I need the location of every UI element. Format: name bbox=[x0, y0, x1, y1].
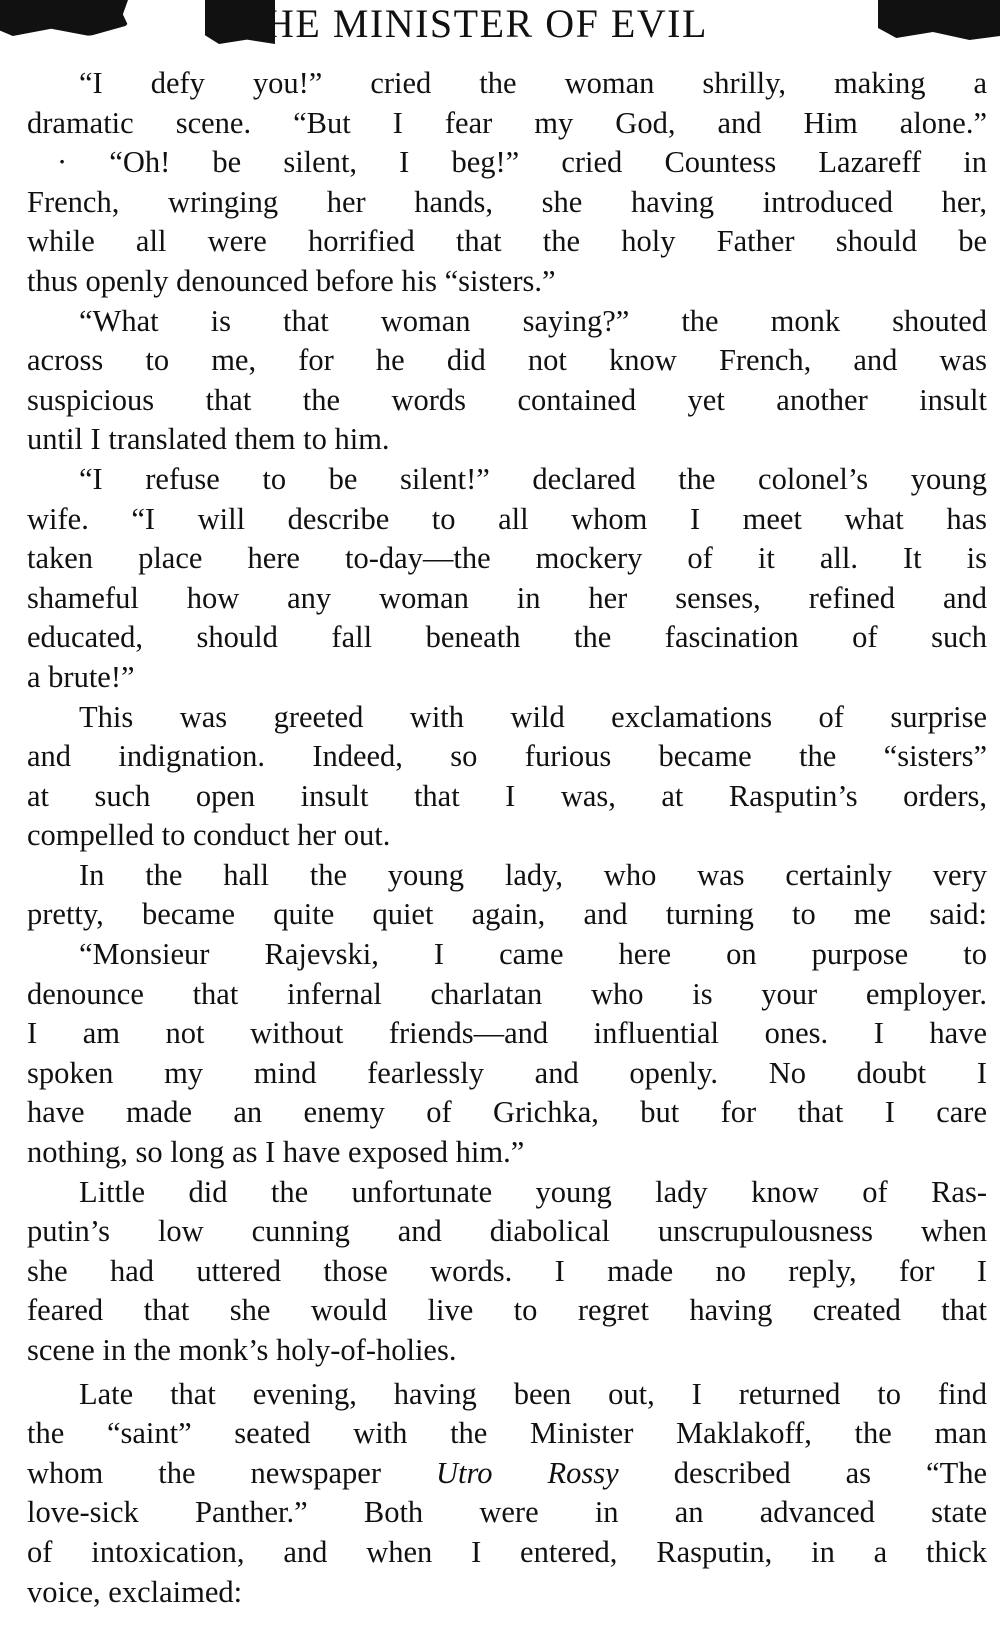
text-line: dramatic scene. “But I fear my God, and Him alone.” bbox=[27, 105, 987, 140]
text-line: shameful how any woman in her senses, refined and bbox=[27, 580, 987, 615]
text-line: French, wringing her hands, she having introduced her, bbox=[27, 184, 987, 219]
text-line: taken place here to-day—the mockery of it all. It is bbox=[27, 541, 987, 576]
text-line: “Monsieur Rajevski, I came here on purpose to bbox=[79, 937, 987, 972]
ink-smudge-left bbox=[0, 0, 128, 36]
body-text bbox=[27, 64, 987, 1612]
text-fragment: whom the newspaper bbox=[27, 1455, 381, 1490]
text-line: the “saint” seated with the Minister Maklakoff, the man bbox=[27, 1416, 987, 1451]
text-line: she had uttered those words. I made no reply, for I bbox=[27, 1253, 987, 1288]
text-line: educated, should fall beneath the fascination of such bbox=[27, 620, 987, 655]
text-line: nothing, so long as I have exposed him.” bbox=[27, 1135, 525, 1170]
page-header bbox=[0, 0, 1000, 52]
text-line: In the hall the young lady, who was certainly very bbox=[79, 857, 987, 892]
text-line: pretty, became quite quiet again, and turning to me said: bbox=[27, 897, 987, 932]
text-line: scene in the monk’s holy-of-holies. bbox=[27, 1333, 457, 1367]
text-line-with-italic bbox=[27, 1454, 987, 1494]
text-line: until I translated them to him. bbox=[27, 422, 390, 457]
text-line: suspicious that the words contained yet another insult bbox=[27, 382, 987, 417]
text-line: “I defy you!” cried the woman shrilly, making a bbox=[79, 66, 987, 100]
text-line: a brute!” bbox=[27, 659, 135, 694]
text-line: I am not without friends—and influential ones. I have bbox=[27, 1016, 987, 1051]
text-line: This was greeted with wild exclamations of surprise bbox=[79, 699, 987, 734]
text-line: while all were horrified that the holy Father should be bbox=[27, 224, 987, 259]
text-line: denounce that infernal charlatan who is your employer. bbox=[27, 976, 987, 1011]
text-line: “What is that woman saying?” the monk shouted bbox=[79, 303, 987, 338]
text-line: across to me, for he did not know French, and was bbox=[27, 343, 987, 378]
text-line: and indignation. Indeed, so furious became the “sisters” bbox=[27, 739, 987, 774]
text-line: · “Oh! be silent, I beg!” cried Countess Lazareff in bbox=[57, 145, 987, 180]
text-line: voice, exclaimed: bbox=[27, 1574, 243, 1609]
text-line: spoken my mind fearlessly and openly. No doubt I bbox=[27, 1055, 987, 1090]
running-head: HE MINISTER OF EVIL bbox=[265, 1, 708, 46]
text-line: putin’s low cunning and diabolical unscrupulousness when bbox=[27, 1214, 987, 1249]
text-line: Little did the unfortunate young lady know of Ras- bbox=[79, 1174, 987, 1209]
text-line: thus openly denounced before his “sisters.” bbox=[27, 263, 556, 298]
text-line: love-sick Panther.” Both were in an advanced state bbox=[27, 1495, 987, 1530]
text-fragment: described as “The bbox=[673, 1455, 987, 1490]
text-line: Late that evening, having been out, I returned to find bbox=[79, 1376, 987, 1411]
text-line: wife. “I will describe to all whom I meet what has bbox=[27, 501, 987, 536]
text-line: have made an enemy of Grichka, but for that I care bbox=[27, 1095, 987, 1130]
text-line: feared that she would live to regret having created that bbox=[27, 1293, 987, 1328]
ink-smudge-right bbox=[878, 0, 1000, 40]
text-line: of intoxication, and when I entered, Rasputin, in a thick bbox=[27, 1534, 987, 1569]
text-line: “I refuse to be silent!” declared the colonel’s young bbox=[79, 461, 987, 496]
text-line: at such open insult that I was, at Rasputin’s orders, bbox=[27, 778, 987, 813]
text-line: compelled to conduct her out. bbox=[27, 818, 391, 853]
newspaper-title: Utro Rossy bbox=[436, 1455, 619, 1490]
